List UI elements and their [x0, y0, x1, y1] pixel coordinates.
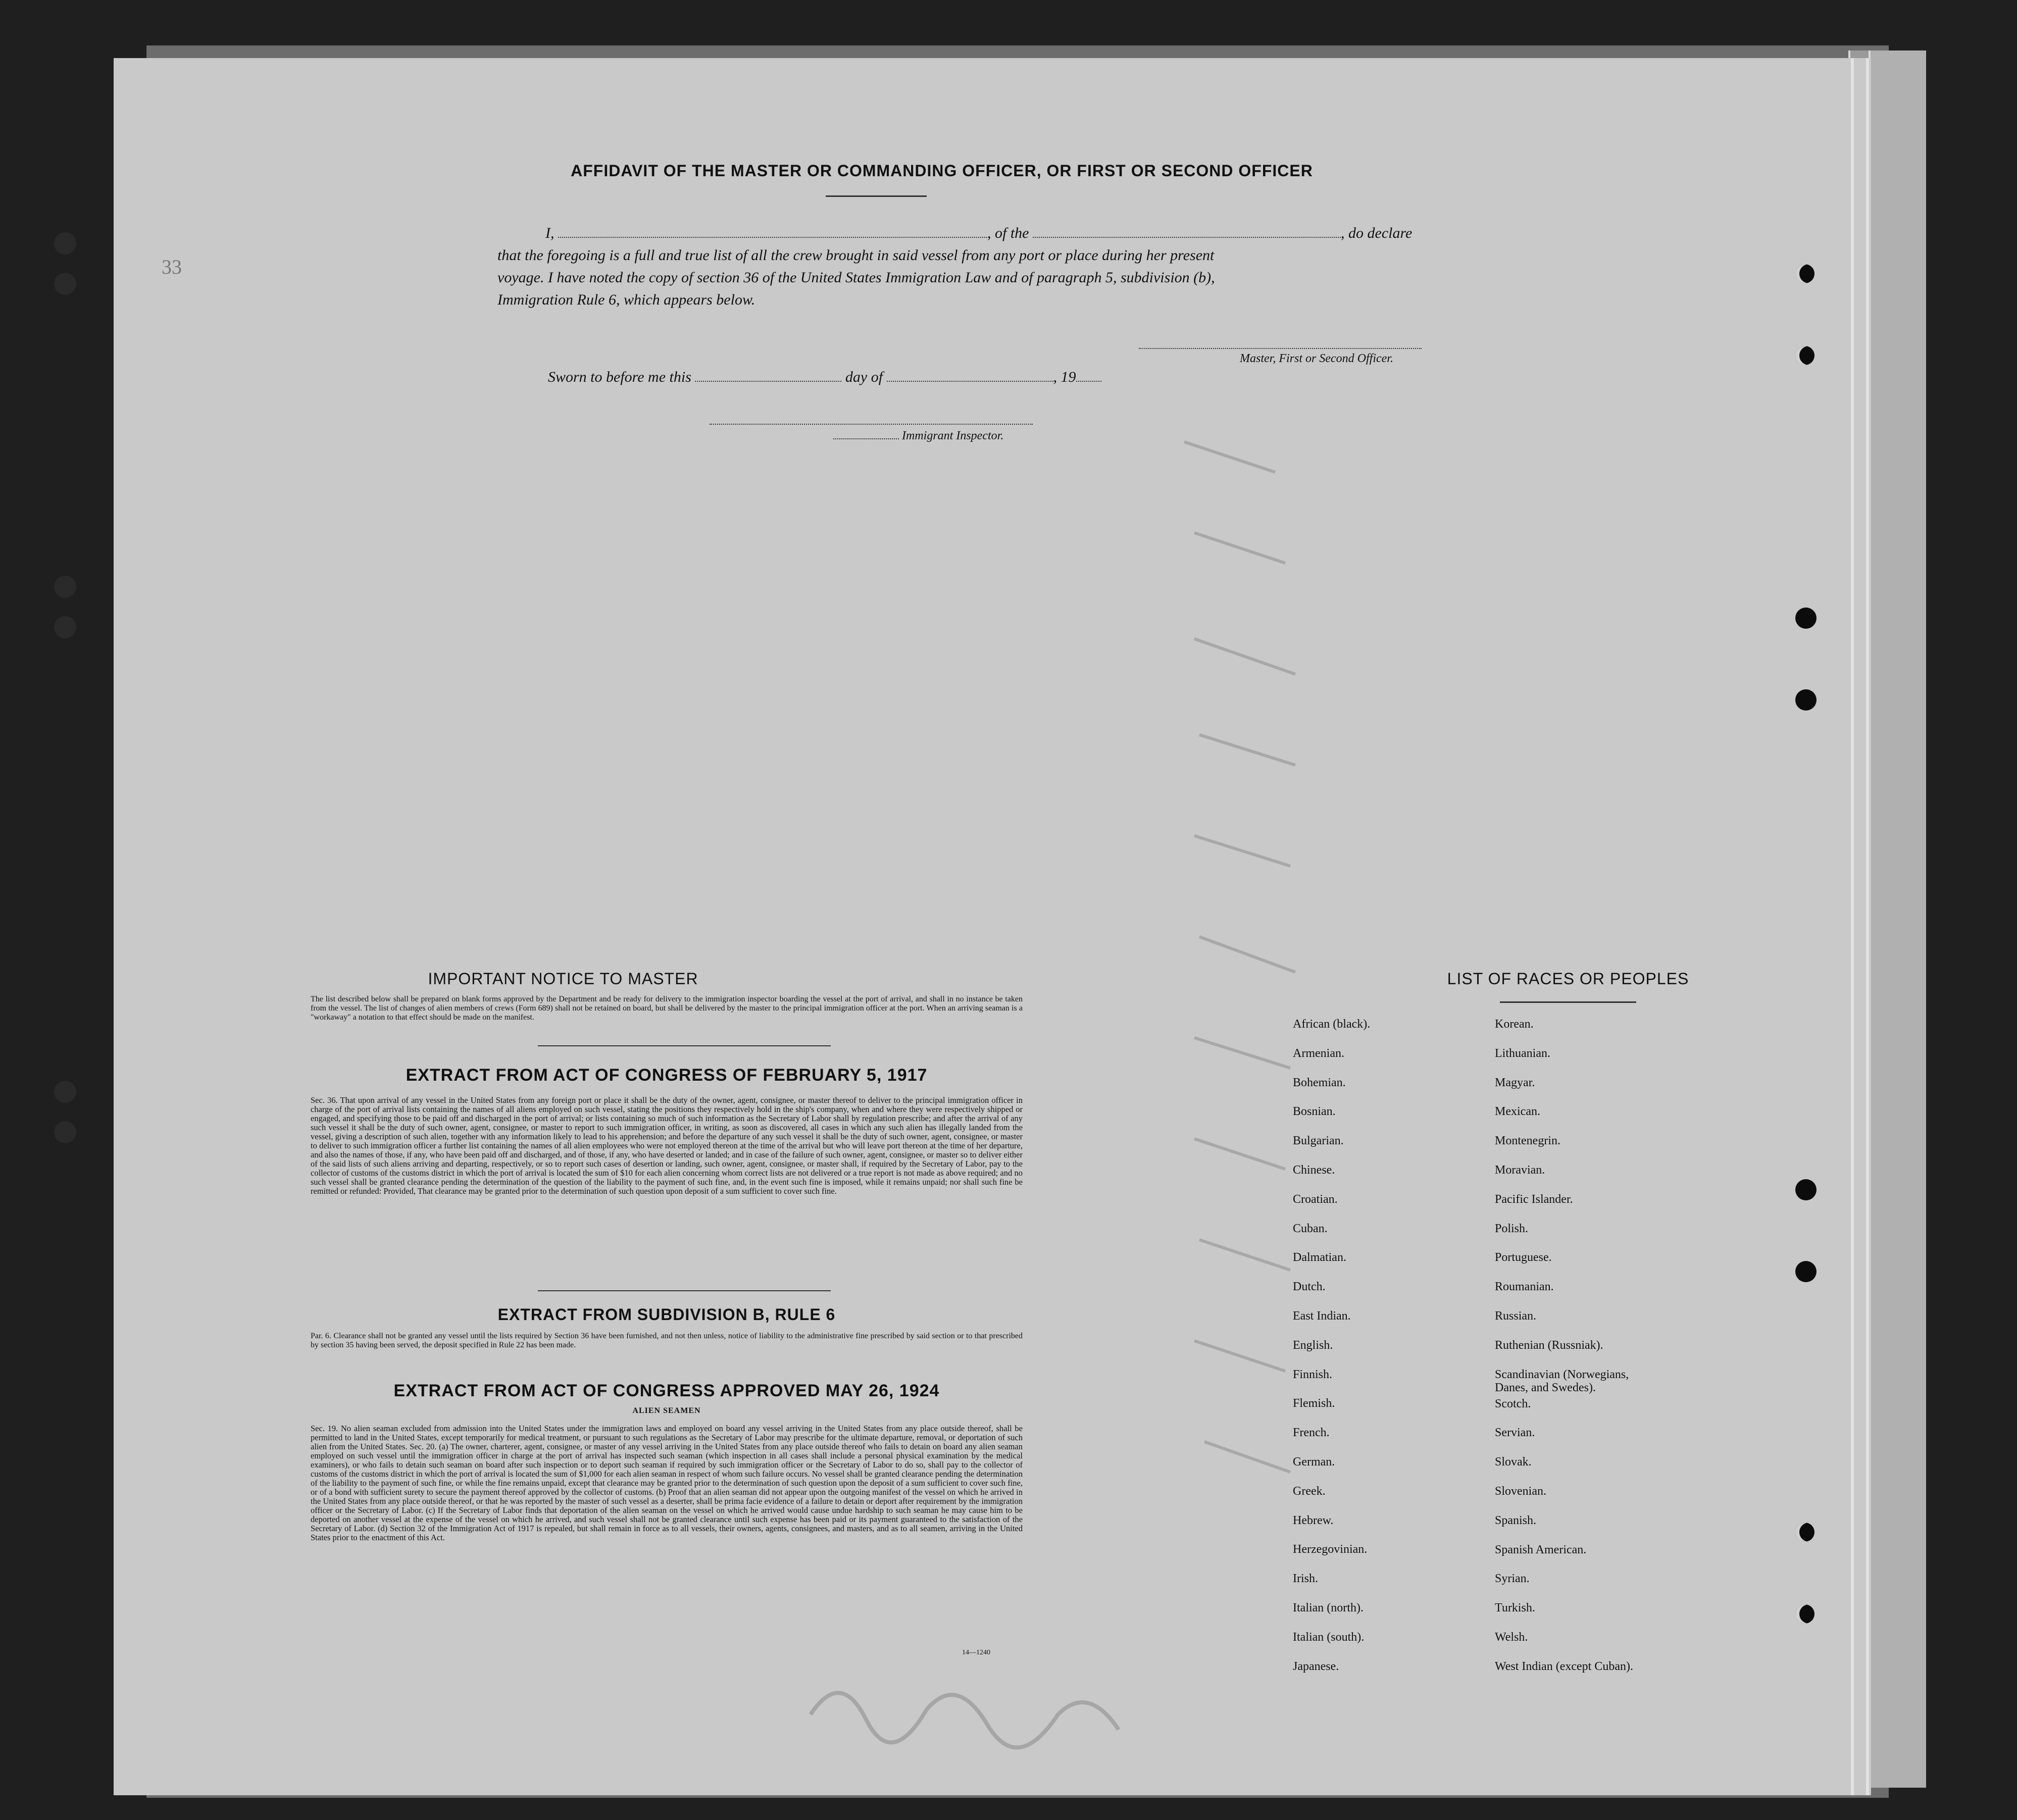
race-item: French. — [1293, 1426, 1330, 1440]
page-edge-line — [1851, 58, 1854, 1795]
race-item: Russian. — [1495, 1309, 1537, 1323]
race-item: Korean. — [1495, 1018, 1534, 1031]
race-item: Italian (north). — [1293, 1601, 1364, 1614]
race-item: West Indian (except Cuban). — [1495, 1659, 1633, 1673]
race-item: Herzegovinian. — [1293, 1543, 1368, 1556]
section-rule — [538, 1045, 831, 1046]
name-blank — [558, 235, 987, 238]
race-item: Pacific Islander. — [1495, 1192, 1573, 1206]
race-item: Portuguese. — [1495, 1251, 1552, 1265]
race-item: Moravian. — [1495, 1164, 1545, 1177]
page-number-mark: 33 — [162, 256, 182, 278]
race-item: Finnish. — [1293, 1368, 1333, 1381]
race-item: Dutch. — [1293, 1280, 1326, 1294]
affidavit-line2: that the foregoing is a full and true list of all the crew brought in said vessel from any port or place during her present — [497, 247, 1215, 264]
inspector-signature-blank — [710, 422, 1033, 425]
extract-1924-subtitle: ALIEN SEAMEN — [632, 1406, 701, 1415]
binder-hole — [54, 1081, 76, 1103]
race-item: Slovak. — [1495, 1455, 1532, 1469]
races-title: LIST OF RACES OR PEOPLES — [1447, 970, 1689, 988]
race-item: English. — [1293, 1338, 1333, 1352]
notice-body: The list described below shall be prepared on blank forms approved by the Department and be ready for delivery to the immigration inspector boarding the vessel at the port of arrival, and shall in no instance be taken from the vessel. The list of changes of alien members of crews (Form 689) shall not be retained on board, but shall be delivered by the master to the principal immigration officer at the port. When an arriving seaman is a "workaway" a notation to that effect should be made on the manifest. — [311, 995, 1023, 1022]
page-edge-2 — [1869, 50, 1926, 1788]
binder-hole — [1795, 1261, 1817, 1282]
binder-hole — [54, 273, 76, 295]
race-item: Hebrew. — [1293, 1513, 1334, 1527]
extract-rule6-title: EXTRACT FROM SUBDIVISION B, RULE 6 — [497, 1305, 836, 1324]
races-title-rule — [1500, 1001, 1636, 1003]
year-blank — [1076, 379, 1101, 382]
race-item: Irish. — [1293, 1572, 1318, 1586]
affidavit-line4: Immigration Rule 6, which appears below. — [497, 291, 755, 308]
master-signature-blank — [1139, 346, 1422, 349]
race-item: Danes, and Swedes). — [1495, 1381, 1596, 1394]
form-number: 14—1240 — [962, 1649, 990, 1656]
affidavit-line1: I, , of the , do declare — [545, 225, 1413, 241]
race-item: Polish. — [1495, 1222, 1529, 1235]
day-blank — [695, 379, 841, 382]
month-blank — [887, 379, 1053, 382]
sworn-line: Sworn to before me this day of , 19 — [548, 369, 1101, 386]
race-item: Scandinavian (Norwegians, — [1495, 1368, 1629, 1381]
race-item: Montenegrin. — [1495, 1134, 1560, 1148]
race-item: Dalmatian. — [1293, 1251, 1346, 1265]
binder-hole — [1795, 608, 1817, 629]
race-item: Spanish. — [1495, 1513, 1537, 1527]
race-item: German. — [1293, 1455, 1335, 1469]
binder-hole — [1795, 1604, 1814, 1624]
race-item: Ruthenian (Russniak). — [1495, 1338, 1603, 1352]
race-item: East Indian. — [1293, 1309, 1351, 1323]
race-item: Magyar. — [1495, 1076, 1535, 1089]
inspector-lead-blank — [833, 436, 899, 439]
extract-rule6-body: Par. 6. Clearance shall not be granted any vessel until the lists required by Section 36 have been furnished, and not then unless, notice of liability to the administrative fine prescribed by said section or to that prescribed by section 35 having been served, the deposit specified in Rule 22 has been made. — [311, 1332, 1023, 1349]
race-item: Bosnian. — [1293, 1105, 1336, 1119]
extract-1924-title: EXTRACT FROM ACT OF CONGRESS APPROVED MAY 26, 1924 — [393, 1381, 940, 1400]
race-item: Lithuanian. — [1495, 1046, 1550, 1060]
race-item: Welsh. — [1495, 1631, 1528, 1644]
section-rule — [538, 1290, 831, 1291]
race-item: Bulgarian. — [1293, 1134, 1344, 1148]
page-edge-line — [1866, 58, 1869, 1795]
document-page — [114, 58, 1871, 1795]
race-item: Armenian. — [1293, 1046, 1344, 1060]
race-item: Servian. — [1495, 1426, 1535, 1440]
binder-hole — [1795, 689, 1817, 711]
race-item: Greek. — [1293, 1484, 1326, 1498]
race-item: Japanese. — [1293, 1659, 1339, 1673]
notice-title: IMPORTANT NOTICE TO MASTER — [428, 970, 698, 988]
binder-hole — [1795, 1179, 1817, 1200]
extract-1924-body: Sec. 19. No alien seaman excluded from admission into the United States under the immigration laws and employed on board any vessel arriving in the United States from any place outside thereof, shall be permitted to land in the United States, except temporarily for medical treatment, or pursuant to such regulations as the Secretary of Labor may prescribe for the ultimate departure, removal, or deportation of such alien from the United States. Sec. 20. (a) The owner, charterer, agent, consignee, or master of any vessel arriving in the United States from any place outside thereof who fails to detain on board any alien seaman employed on such vessel until the immigration officer in charge at the port of arrival has inspected such seaman (which inspection in all cases shall include a personal physical examination by the medical examiners), or who fails to detain such seaman on board after such inspection or to deport such seaman if required by such immigration officer or the Secretary of Labor to do so, shall pay to the collector of customs of the customs district in which the port of arrival is located the sum of $1,000 for each alien seaman in respect of whom such failure occurs. No vessel shall be granted clearance pending the determination of the liability to the payment of such fine, or while the fine remains unpaid, except that clearance may be granted prior to the determination of such question upon the deposit of a sum sufficient to cover such fine, or of a bond with sufficient surety to secure the payment thereof approved by the collector of customs. (b) Proof that an alien seaman did not appear upon the outgoing manifest of the vessel on which he arrived in the United States from any place outside thereof, or that he was reported by the master of such vessel as a deserter, shall be prima facie evidence of a failure to detain or deport after requirement by the immigration officer or the Secretary of Labor. (c) If the Secretary of Labor finds that deportation of the alien seaman on the vessel on which he arrived would cause undue hardship to such seaman he may cause him to be deported on another vessel at the expense of the vessel on which he arrived, and such vessel shall not be granted clearance until such expense has been paid or its payment guaranteed to the satisfaction of the Secretary of Labor. (d) Section 32 of the Immigration Act of 1917 is repealed, but shall remain in force as to all vessels, their owners, agents, consignees, and masters, and as to all seamen, arriving in the United States prior to the enactment of this Act. — [311, 1424, 1023, 1542]
affidavit-line3: voyage. I have noted the copy of section 36 of the United States Immigration Law and of paragraph 5, subdivision (b), — [497, 269, 1215, 286]
race-item: Mexican. — [1495, 1105, 1540, 1119]
bleed-through-signature — [795, 1654, 1149, 1785]
race-item: Spanish American. — [1495, 1543, 1587, 1556]
binder-hole — [54, 616, 76, 638]
race-item: Turkish. — [1495, 1601, 1535, 1615]
race-item: Italian (south). — [1293, 1630, 1365, 1644]
vessel-blank — [1033, 235, 1341, 238]
race-item: Bohemian. — [1293, 1076, 1346, 1089]
affidavit-title: AFFIDAVIT OF THE MASTER OR COMMANDING OFFICER, OR FIRST OR SECOND OFFICER — [571, 162, 1313, 180]
master-signature-label: Master, First or Second Officer. — [1240, 352, 1393, 365]
inspector-label-row: Immigrant Inspector. — [833, 429, 1003, 443]
race-item: Croatian. — [1293, 1192, 1338, 1206]
race-item: Syrian. — [1495, 1572, 1530, 1586]
binder-hole — [54, 232, 76, 255]
binder-hole — [54, 576, 76, 598]
binder-hole — [1795, 264, 1814, 283]
extract-1917-body: Sec. 36. That upon arrival of any vessel in the United States from any foreign port or place it shall be the duty of the owner, agent, consignee, or master thereof to deliver to the principal immigration officer in charge of the port of arrival lists containing the names of all aliens employed on such vessel, stating the positions they respectively hold in the ship's company, when and where they were respectively shipped or engaged, and specifying those to be paid off and discharged in the port of arrival; or lists containing so much of such information as the Secretary of Labor shall by regulation prescribe; and after the arrival of any such vessel it shall be the duty of such owner, agent, consignee, or master to report to such immigration officer, in writing, as soon as discovered, all cases in which any such alien has illegally landed from the vessel, giving a description of such alien, together with any information likely to lead to his apprehension; and before the departure of any such vessel it shall be the duty of such owner, agent, consignee, or master to deliver to such immigration officer a further list containing the names of all alien employees who were not employed thereon at the time of the arrival but who will leave port thereon at the time of her departure, and also the names of those, if any, who have been paid off and discharged, and of those, if any, who have deserted or landed; and in case of the failure of such owner, agent, consignee, or master so to deliver either of the said lists of such aliens arriving and departing, respectively, or so to report such cases of desertion or landing, such owner, agent, consignee, or master shall, if required by the Secretary of Labor, pay to the collector of customs of the customs district in which the port of arrival is located the sum of $10 for each alien concerning whom correct lists are not delivered or a true report is not made as above required; and no such vessel shall be granted clearance pending the determination of the question of the liability to the payment of such fine, and, in the event such fine is imposed, while it remains unpaid; nor shall such fine be remitted or refunded: Provided, That clearance may be granted prior to the determination of such question upon deposit of a sum sufficient to cover such fine. — [311, 1095, 1023, 1196]
race-item: Cuban. — [1293, 1222, 1328, 1235]
race-item: Slovenian. — [1495, 1485, 1546, 1498]
binder-hole — [54, 1121, 76, 1143]
binder-hole — [1795, 346, 1814, 365]
race-item: Roumanian. — [1495, 1280, 1554, 1294]
race-item: Flemish. — [1293, 1397, 1335, 1410]
race-item: African (black). — [1293, 1018, 1371, 1031]
title-rule — [826, 195, 927, 197]
race-item: Chinese. — [1293, 1164, 1335, 1177]
race-item: Scotch. — [1495, 1397, 1531, 1410]
extract-1917-title: EXTRACT FROM ACT OF CONGRESS OF FEBRUARY 5, 1917 — [406, 1066, 928, 1085]
binder-hole — [1795, 1523, 1814, 1542]
